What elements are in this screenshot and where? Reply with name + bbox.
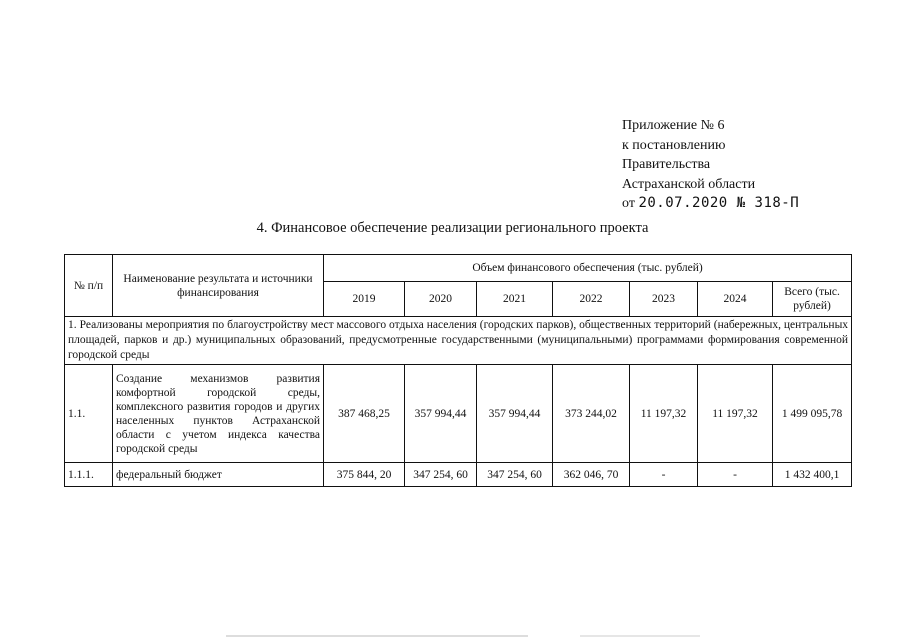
row-value-2020: 357 994,44 (405, 365, 477, 463)
row-value-2019: 387 468,25 (324, 365, 405, 463)
header-year-2022: 2022 (553, 282, 630, 317)
header-year-2020: 2020 (405, 282, 477, 317)
row-value-2020: 347 254, 60 (405, 463, 477, 487)
header-year-2024: 2024 (698, 282, 773, 317)
header-year-2019: 2019 (324, 282, 405, 317)
row-name: федеральный бюджет (113, 463, 324, 487)
row-value-2023: - (630, 463, 698, 487)
row-value-2019: 375 844, 20 (324, 463, 405, 487)
row-code: 1.1.1. (65, 463, 113, 487)
header-total: Всего (тыс. рублей) (773, 282, 852, 317)
section-row-text: 1. Реализованы мероприятия по благоустройству мест массового отдыха населения (городских парков), общественных территорий (набережных, центральных площадей, парков и др.) муниципальных образований, предусмотренные государственными (муниципальными) программами формирования современной городской среды (65, 317, 852, 365)
row-total: 1 432 400,1 (773, 463, 852, 487)
appendix-date-value: 20.07.2020 № 318-П (638, 195, 800, 211)
header-year-2023: 2023 (630, 282, 698, 317)
header-year-2021: 2021 (477, 282, 553, 317)
row-code: 1.1. (65, 365, 113, 463)
appendix-line-2: к постановлению (622, 137, 726, 153)
row-total: 1 499 095,78 (773, 365, 852, 463)
row-value-2024: - (698, 463, 773, 487)
header-volume: Объем финансового обеспечения (тыс. рублей) (324, 255, 852, 282)
section-title: 4. Финансовое обеспечение реализации регионального проекта (256, 220, 649, 236)
row-value-2024: 11 197,32 (698, 365, 773, 463)
appendix-line-1: Приложение № 6 (622, 118, 725, 133)
appendix-line-4: Астраханской области (622, 176, 756, 192)
row-value-2022: 373 244,02 (553, 365, 630, 463)
row-value-2023: 11 197,32 (630, 365, 698, 463)
appendix-line-3: Правительства (622, 157, 711, 172)
header-name: Наименование результата и источники финансирования (113, 255, 324, 317)
row-value-2022: 362 046, 70 (553, 463, 630, 487)
row-name: Создание механизмов развития комфортной городской среды, комплексного развития городов и других населенных пунктов Астраханской области с учетом индекса качества городской среды (113, 365, 324, 463)
appendix-date-prefix: от (622, 196, 635, 211)
row-value-2021: 347 254, 60 (477, 463, 553, 487)
header-number: № п/п (65, 255, 113, 317)
row-value-2021: 357 994,44 (477, 365, 553, 463)
